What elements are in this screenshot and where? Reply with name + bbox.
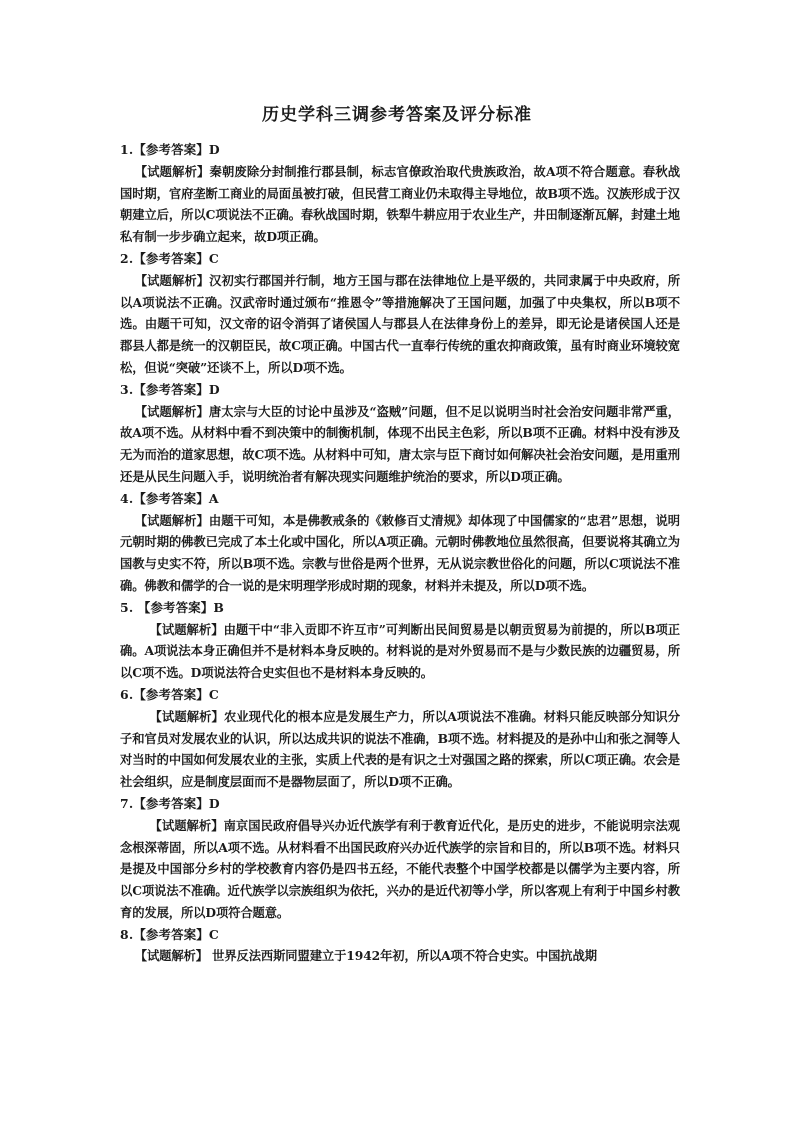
- analysis-text: 世界反法西斯同盟建立于1942年初，所以A项不符合史实。中国抗战期: [207, 948, 597, 964]
- question-item-3: [120, 379, 680, 488]
- analysis-paragraph: [120, 161, 680, 248]
- analysis-text: 南京国民政府倡导兴办近代族学有利于教育近代化，是历史的进步，不能说明宗法观念根深蒂固，所以A项不选。从材料看不出国民政府兴办近代族学的宗旨和目的，所以B项不选。材料只是提及中国部分乡村的学校教育内容仍是四书五经，不能代表整个中国学校都是以儒学为主要内容，所以C项说法不准确。近代族学以宗族组织为依托，兴办的是近代初等小学，所以客观上有利于中国乡村教育的发展，所以D项符合题意。: [120, 817, 680, 920]
- answer-line: 3.【参考答案】D: [120, 381, 220, 397]
- answer-line: 7.【参考答案】D: [120, 795, 220, 811]
- question-item-5: [120, 597, 680, 684]
- answer-line: 1.【参考答案】D: [120, 142, 220, 157]
- page-title: 历史学科三调参考答案及评分标准: [262, 105, 532, 125]
- question-item-4: [120, 488, 680, 597]
- answer-line: 4.【参考答案】A: [120, 490, 219, 506]
- analysis-text: 由题干中“非入贡即不许互市”可判断出民间贸易是以朝贡贸易为前提的，所以B项正确。A项说法本身正确但并不是材料本身反映的。材料说的是对外贸易而不是与少数民族的边疆贸易，所以C项不选。D项说法符合史实但也不是材料本身反映的。: [120, 621, 680, 681]
- analysis-label: 【试题解析】: [134, 512, 209, 528]
- answer-list: [120, 139, 680, 967]
- analysis-text: 由题干可知，本是佛教戒条的《敕修百丈清规》却体现了中国儒家的“忠君”思想，说明元朝时期的佛教已完成了本土化或中国化，所以A项正确。元朝时佛教地位虽然很高，但要说将其确立为国教与史实不符，所以B项不选。宗教与世俗是两个世界，无从说宗教世俗化的问题，所以C项说法不准确。佛教和儒学的合一说的是宋明理学形成时期的现象，材料并未提及，所以D项不选。: [120, 512, 681, 593]
- analysis-text: 汉初实行郡国并行制，地方王国与郡在法律地位上是平级的，共同隶属于中央政府，所以A项说法不正确。汉武帝时通过颁布“推恩令”等措施解决了王国问题，加强了中央集权，所以B项不选。由题干可知，汉文帝的诏令消弭了诸侯国人与郡县人在法律身份上的差异，即无论是诸侯国人还是郡县人都是统一的汉朝臣民，故C项正确。中国古代一直奉行传统的重农抑商政策，虽有时商业环境较宽松，但说“突破”还谈不上，所以D项不选。: [120, 272, 681, 375]
- question-item-8: [120, 924, 680, 968]
- analysis-paragraph: [120, 945, 680, 967]
- analysis-label: 【试题解析】: [134, 948, 208, 964]
- analysis-paragraph: [120, 706, 680, 793]
- analysis-label: 【试题解析】: [149, 621, 224, 637]
- analysis-label: 【试题解析】: [134, 272, 210, 288]
- question-item-2: [120, 248, 680, 379]
- question-item-6: [120, 684, 680, 793]
- analysis-paragraph: [120, 510, 680, 597]
- question-item-1: [120, 139, 680, 248]
- analysis-label: 【试题解析】: [134, 163, 210, 179]
- analysis-paragraph: [120, 401, 680, 488]
- answer-line: 5. 【参考答案】B: [120, 599, 225, 615]
- question-item-7: [120, 793, 680, 924]
- analysis-text: 农业现代化的根本应是发展生产力，所以A项说法不准确。材料只能反映部分知识分子和官员对发展农业的认识，所以达成共识的说法不准确，B项不选。材料提及的是孙中山和张之洞等人对当时的中国如何发展农业的主张，实质上代表的是有识之士对强国之路的探索，所以C项正确。农会是社会组织，应是制度层面而不是器物层面了，所以D项不正确。: [120, 708, 680, 790]
- answer-line: 8.【参考答案】C: [120, 926, 219, 942]
- analysis-text: 唐太宗与大臣的讨论中虽涉及“盗贼”问题，但不足以说明当时社会治安问题非常严重，故A项不选。从材料中看不到决策中的制衡机制，体现不出民主色彩，所以B项不正确。材料中没有涉及无为而治的道家思想，故C项不选。从材料中可知，唐太宗与臣下商讨如何解决社会治安问题，是用重刑还是从民生问题入手，说明统治者有解决现实问题维护统治的要求，所以D项正确。: [120, 403, 681, 484]
- analysis-paragraph: [120, 815, 680, 924]
- analysis-label: 【试题解析】: [149, 708, 224, 724]
- answer-line: 6.【参考答案】C: [120, 686, 219, 702]
- analysis-label: 【试题解析】: [134, 403, 209, 419]
- analysis-paragraph: [120, 270, 680, 379]
- analysis-text: 秦朝废除分封制推行郡县制，标志官僚政治取代贵族政治，故A项不符合题意。春秋战国时期，官府垄断工商业的局面虽被打破，但民营工商业仍未取得主导地位，故B项不选。汉族形成于汉朝建立后，所以C项说法不正确。春秋战国时期，铁犁牛耕应用于农业生产，井田制逐渐瓦解，封建土地私有制一步步确立起来，故D项正确。: [120, 163, 680, 245]
- analysis-paragraph: [120, 619, 680, 684]
- answer-line: 2.【参考答案】C: [120, 250, 219, 266]
- analysis-label: 【试题解析】: [149, 817, 224, 833]
